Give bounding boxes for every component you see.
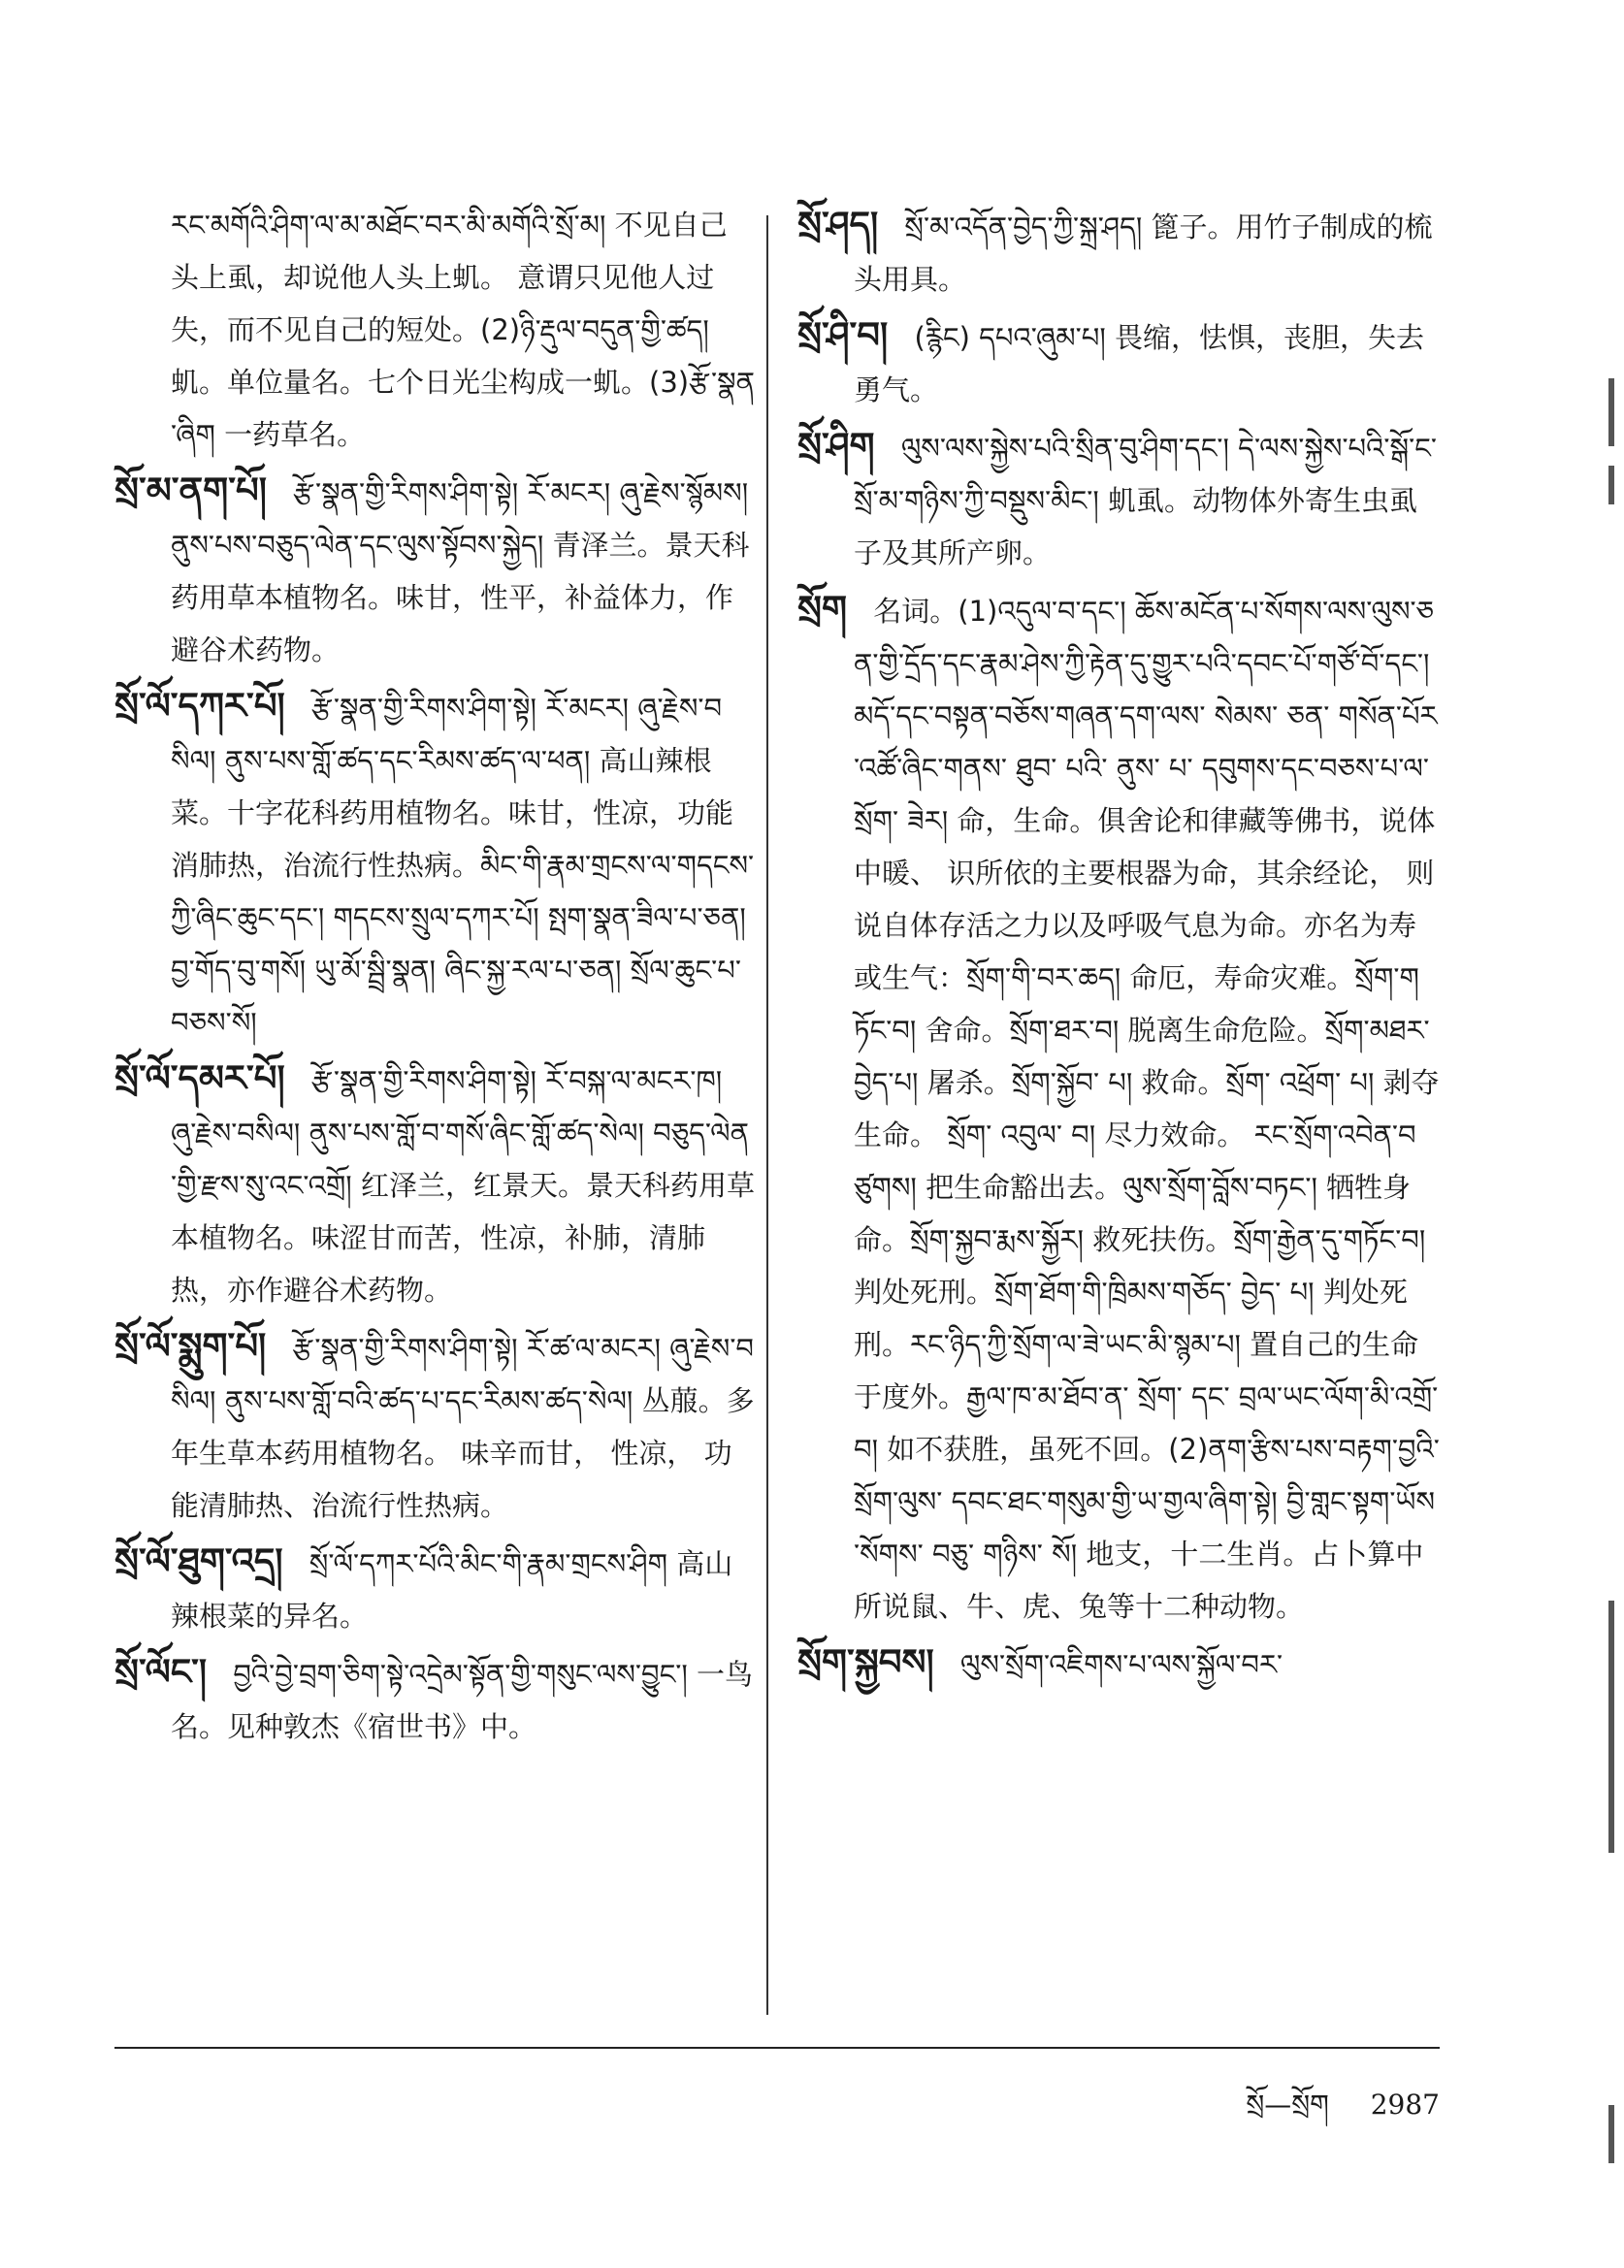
dictionary-entry: [114, 1646, 755, 1753]
entry-headword: སྲོ་ཤི་བ།: [797, 314, 889, 356]
entry-headword: སྲོ་ལོ་དཀར་པོ།: [114, 685, 285, 727]
entry-text: ལུས་སྲོག་འཇིགས་པ་ལས་སྐྱོལ་བར་: [959, 1648, 1283, 1681]
column-divider: [766, 215, 768, 2015]
entry-headword: སྲོག་སྐྱབས།: [797, 1641, 934, 1683]
entry-text: 名词。(1)འདུལ་བ་དང་། ཆོས་མངོན་པ་སོགས་ལས་ལུས་ཅན་གྱི་དྲོད་དང་རྣམ་ཤེས་ཀྱི་རྟེན་དུ་གྱུར་པའི་དབང་པོ་གཙོ་བོ་དང་། མདོ་དང་བསྟན་བཅོས་གཞན་དག་ལས་ སེམས་ ཅན་ གསོན་པོར་འཚོ་ཞིང་གནས་ ཐུབ་ པའི་ ནུས་ པ་ དབུགས་དང་བཅས་པ་ལ་ སྲོག་ ཟེར། 命，生命。俱舍论和律藏等佛书，说体中暖、 识所依的主要根器为命，其余经论， 则说自体存活之力以及呼吸气息为命。亦名为寿或生气：སྲོག་གི་བར་ཆད། 命厄，寿命灾难。སྲོག་གཏོང་བ། 舍命。སྲོག་ཐར་བ། 脱离生命危险。སྲོག་མཐར་བྱེད་པ། 屠杀。སྲོག་སྐྱོབ་ པ། 救命。སྲོག་ འཕྲོག་ པ། 剥夺生命。 སྲོག་ འབུལ་ བ། 尽力效命。 རང་སྲོག་འབེན་བཙུགས། 把生命豁出去。ལུས་སྲོག་བློས་བཏང་། 牺牲身命。སྲོག་སྐྱབ་རྨས་སྐྱོར། 救死扶伤。སྲོག་རྒྱེན་དུ་གཏོང་བ། 判处死刑。སྲོག་ཐོག་གི་ཁྲིམས་གཅོད་ བྱེད་ པ། 判处死刑。རང་ཉིད་ཀྱི་སྲོག་ལ་ཟེ་ཡང་མི་སྙམ་པ། 置自己的生命于度外。རྒྱལ་ཁ་མ་ཐོབ་ན་ སྲོག་ དང་ བྲལ་ཡང་ལོག་མི་འགྲོ་བ། 如不获胜，虽死不回。(2)ནག་རྩིས་པས་བརྟག་བྱའི་སྲོག་ལུས་ དབང་ཐང་གསུམ་གྱི་ཡ་གྱལ་ཞིག་སྟེ། བྱི་གླང་སྟག་ཡོས་སོགས་ བཅུ་ གཉིས་ སོ། 地支，十二生肖。占卜算中所说鼠、牛、虎、兔等十二种动物。: [854, 595, 1440, 1623]
entry-text: རྩོ་སྣན་གྱི་རིགས་ཤིག་སྟེ། རོ་མངར། ཞུ་རྗེས་བསིལ། ནུས་པས་གློ་ཚད་དང་རིམས་ཚད་ལ་ཕན། 高山辣根菜。十字花科药用植物名。味甘，性凉，功能消肺热，治流行性热病。མིང་གི་རྣམ་གྲངས་ལ་གདངས་ཀྱི་ཞིང་ཆུང་དང་། གདངས་སྲུལ་དཀར་པོ། སྤག་སྣན་ཟིལ་པ་ཅན། བྱ་གོད་བུ་གསོ། ཡུ་མོ་སྦྲི་སྣན། ཞིང་སྐྱ་རལ་པ་ཅན། སྲོལ་ཆུང་པ་བཅས་སོ།: [171, 692, 755, 1039]
dictionary-entry: [114, 1053, 755, 1316]
dictionary-entry: [797, 199, 1440, 306]
entry-text: རྩོ་སྣན་གྱི་རིགས་ཤིག་སྟེ། རོ་མངར། ཞུ་རྗེས་སྙོམས། ནུས་པས་བཅུད་ལེན་དང་ལུས་སྟོབས་སྐྱེད། 青泽兰。景天科药用草本植物名。味甘，性平，补益体力，作避谷术药物。: [171, 476, 750, 666]
entry-headword: སྲོག: [797, 588, 848, 630]
entry-headword: སྲོ་མ་ནག་པོ།: [114, 470, 267, 511]
entry-headword: སྲོ་ཤད།: [797, 204, 879, 245]
dictionary-entry: [797, 309, 1440, 416]
entry-range: སྲོ—སྲོག: [1246, 2089, 1329, 2121]
entry-text: (རྙིང) དཔའ་ཞུམ་པ། 畏缩，怯惧，丧胆，失去勇气。: [854, 321, 1424, 406]
dictionary-entry: [114, 680, 755, 1049]
entry-text: སྲོ་ལོ་དཀར་པོའི་མིང་གི་རྣམ་གྲངས་ཤིག 高山辣根菜的异名。: [171, 1547, 733, 1633]
dictionary-entry: [797, 583, 1440, 1633]
dictionary-entry: [114, 199, 755, 461]
entry-headword: སྲོ་ལོང་།: [114, 1651, 208, 1693]
entry-text: རང་མགོའི་ཤིག་ལ་མ་མཐོང་བར་མི་མགོའི་སྲོ་མ། 不见自己头上虱，却说他人头上虮。 意谓只见他人过失，而不见自己的短处。(2)ཉི་རྡུལ་བདུན་གྱི་ཚད། 虮。单位量名。七个日光尘构成一虮。(3)རྩོ་སྣན་ཞིག 一药草名。: [171, 209, 755, 451]
page-footer: [1116, 2074, 1440, 2151]
dictionary-entry: [114, 1320, 755, 1532]
entry-text: རྩོ་སྣན་གྱི་རིགས་ཤིག་སྟེ། རོ་བསྐ་ལ་མངར་ཁ། ཞུ་རྗེས་བསིལ། ནུས་པས་གློ་བ་གསོ་ཞིང་གློ་ཚད་སེལ། བཅུད་ལེན་གྱི་རྫས་སུ་འང་འགྲོ། 红泽兰，红景天。景天科药用草本植物名。味涩甘而苦，性凉，补肺，清肺热，亦作避谷术药物。: [171, 1064, 755, 1307]
dictionary-entry: [797, 1636, 1440, 1691]
page-number: 2987: [1370, 2089, 1440, 2121]
footer-rule: [114, 2047, 1440, 2049]
entry-headword: སྲོ་ལོ་ཐུག་འདྲ།: [114, 1540, 283, 1582]
entry-text: ལུས་ལས་སྐྱེས་པའི་སྲིན་བུ་ཤིག་དང་། དེ་ལས་སྐྱེས་པའི་སྒོ་ང་སྲོ་མ་གཉིས་ཀྱི་བསྡུས་མིང་། 虮虱。动物体外寄生虫虱子及其所产卵。: [854, 432, 1437, 569]
right-column: [797, 199, 1440, 1695]
dictionary-entry: [797, 420, 1440, 579]
entry-headword: སྲོ་ལོ་དམར་པོ།: [114, 1057, 285, 1099]
entry-headword: སྲོ་ཤིག: [797, 425, 875, 467]
entry-text: བྱའི་བྱེ་བྲག་ཅིག་སྟེ་འདྲེམ་སྟོན་གྱི་གསུང་ལས་བྱུང་། 一鸟名。见种敦杰《宿世书》中。: [171, 1658, 754, 1743]
scan-margin-marks: [1608, 340, 1618, 2183]
entry-headword: སྲོ་ལོ་སྨུག་པོ།: [114, 1325, 267, 1367]
dictionary-entry: [114, 1536, 755, 1642]
dictionary-entry: [114, 465, 755, 676]
entry-text: སྲོ་མ་འདོན་བྱེད་ཀྱི་སྐྲ་ཤད། 篦子。用竹子制成的梳头用具。: [854, 211, 1433, 296]
left-column: [114, 199, 755, 1757]
entry-text: རྩོ་སྣན་གྱི་རིགས་ཤིག་སྟེ། རོ་ཚ་ལ་མངར། ཞུ་རྗེས་བསིལ། ནུས་པས་གློ་བའི་ཚད་པ་དང་རིམས་ཚད་སེལ། 丛菔。多年生草本药用植物名。 味辛而甘， 性凉， 功能清肺热、治流行性热病。: [171, 1332, 755, 1522]
